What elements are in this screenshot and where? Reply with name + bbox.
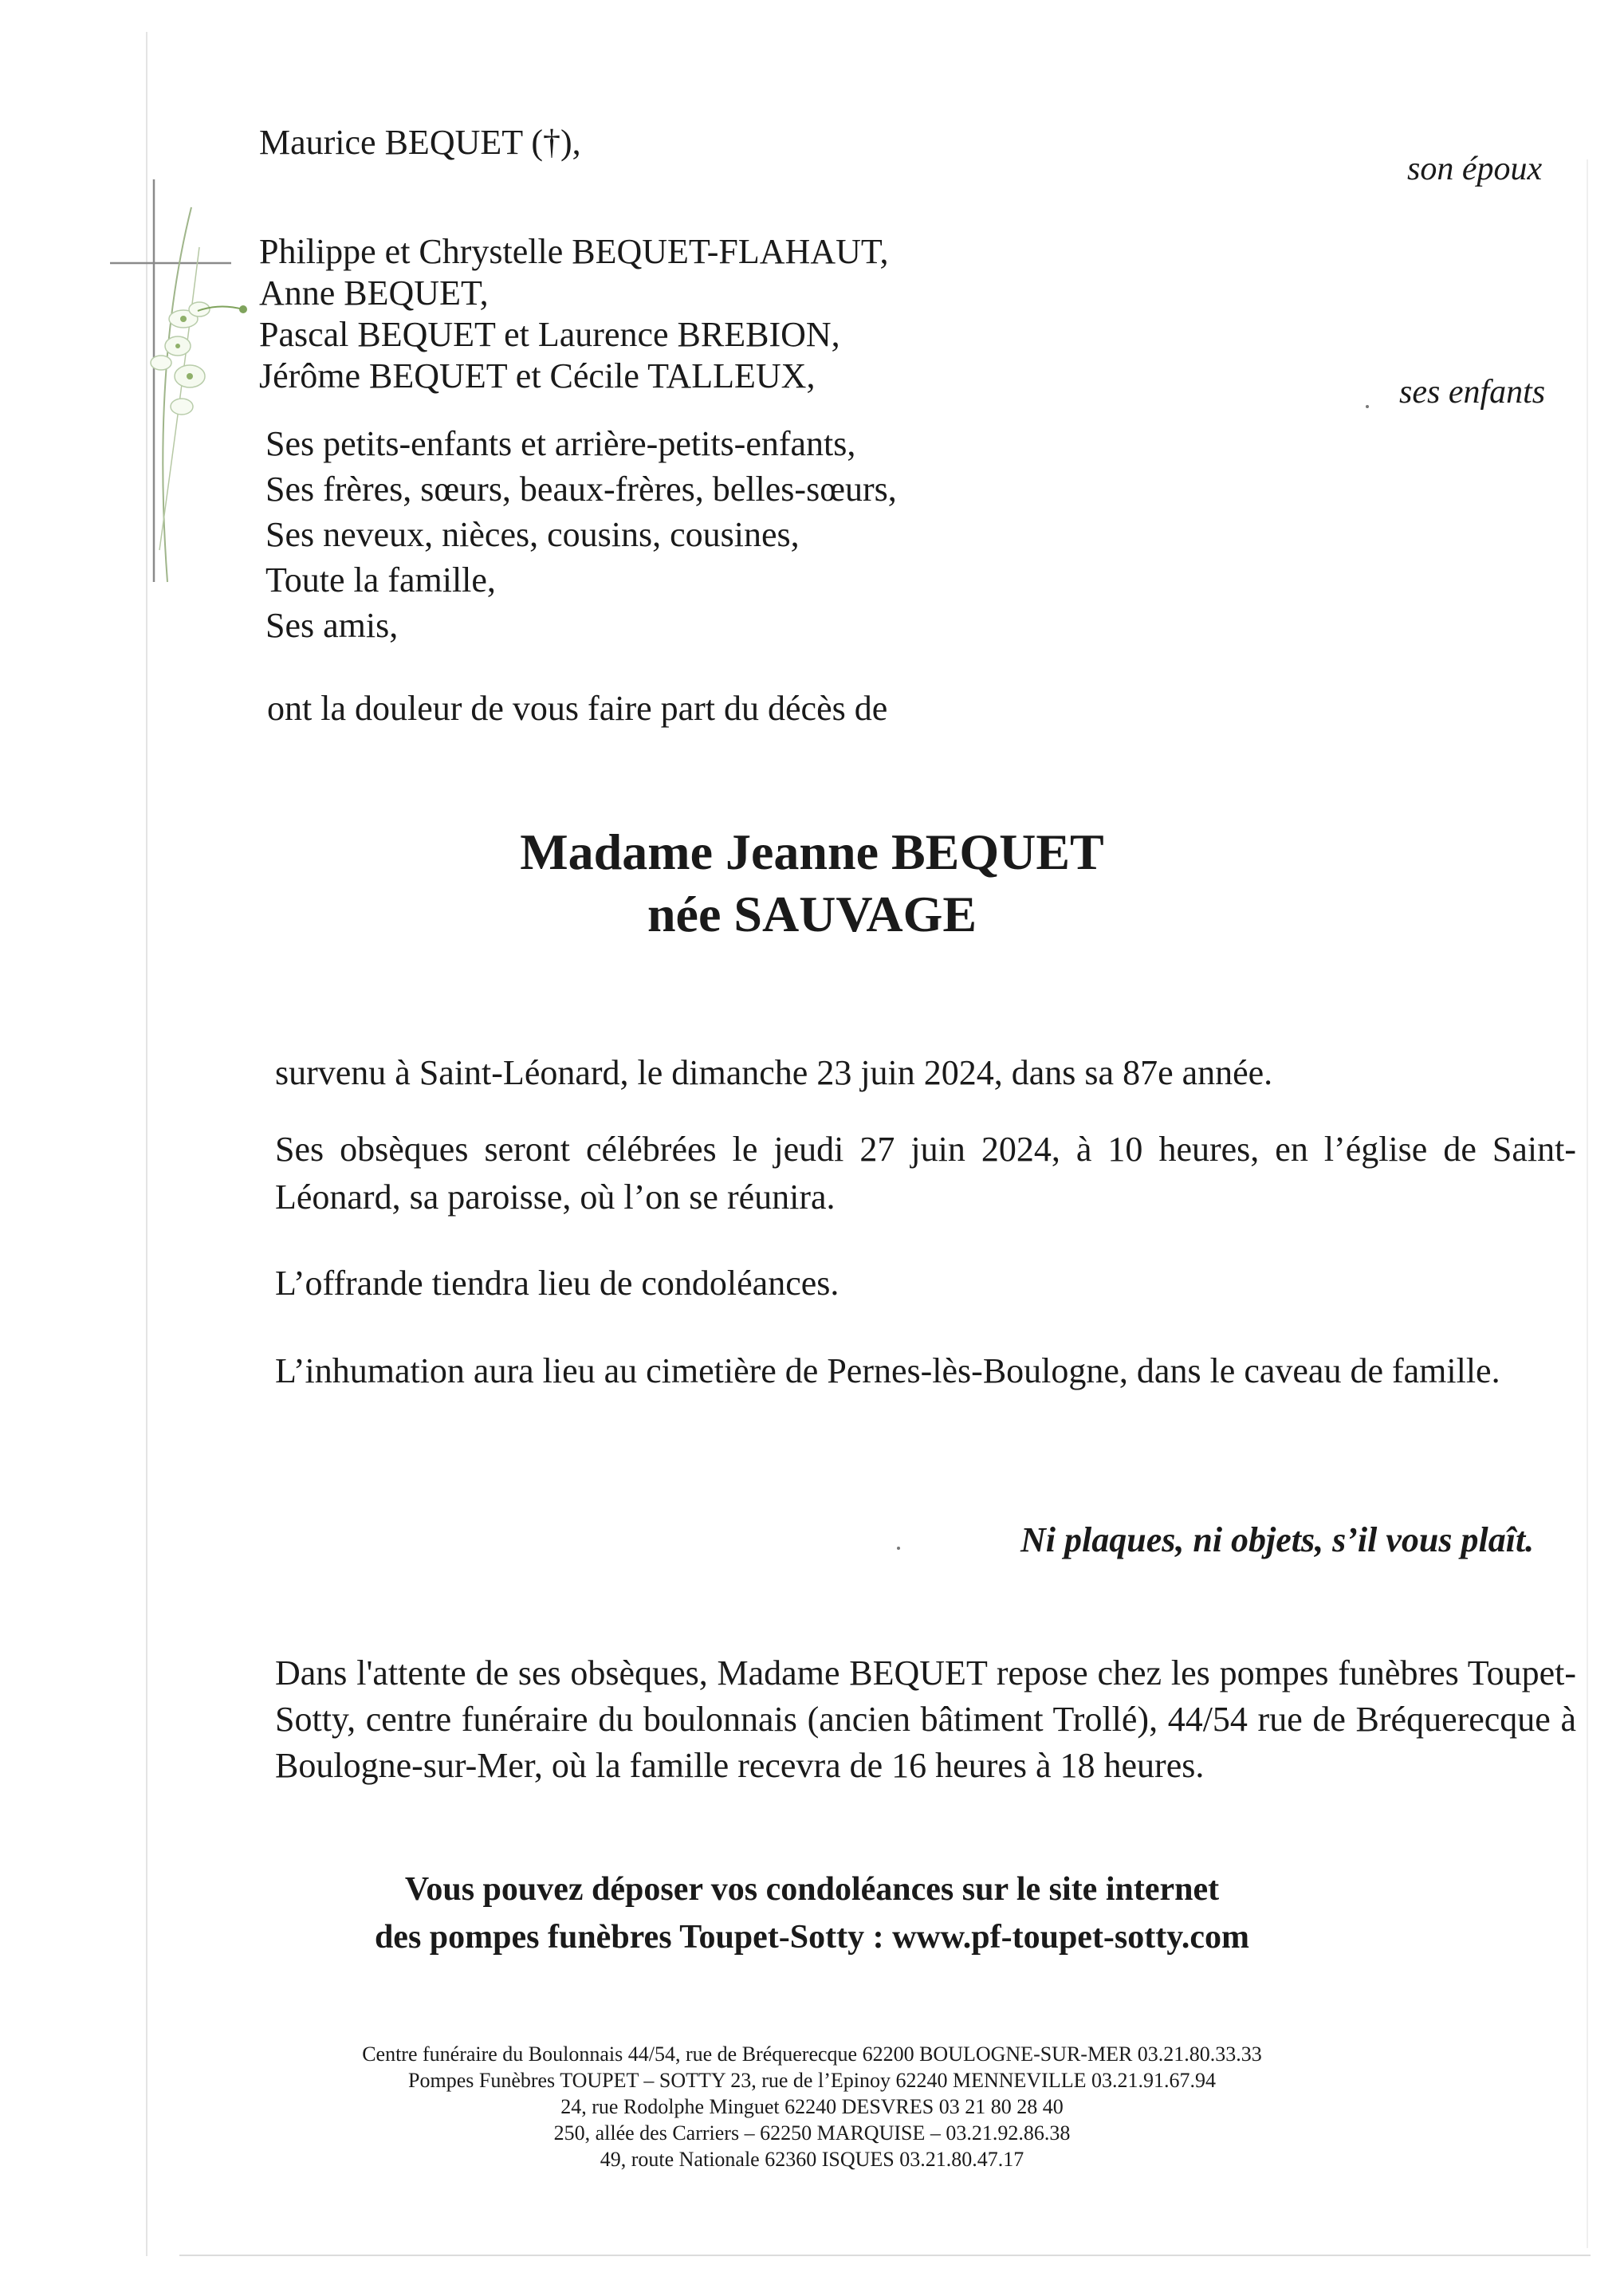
child-line: Anne BEQUET, (259, 273, 489, 313)
relatives-line: Toute la famille, (265, 560, 496, 600)
relatives-line: Ses frères, sœurs, beaux-frères, belles-sœurs, (265, 470, 897, 509)
rest-info-paragraph: Dans l'attente de ses obsèques, Madame BEQUET repose chez les pompes funèbres Toupet-Sotty, centre funéraire du boulonnais (ancien bâtiment Trollé), 44/54 rue de Bréquerecque à Boulogne-sur-Mer, où la famille recevra de 16 heures à 18 heures. (275, 1653, 1576, 1785)
website-line-1: Vous pouvez déposer vos condoléances sur le site internet (404, 1871, 1220, 1908)
children-list (259, 231, 889, 397)
child-line: Jérôme BEQUET et Cécile TALLEUX, (259, 356, 816, 395)
children-role: ses enfants (1399, 374, 1546, 411)
child-line: Pascal BEQUET et Laurence BREBION, (259, 315, 840, 354)
child-line: Philippe et Chrystelle BEQUET-FLAHAUT, (259, 232, 889, 271)
footer-line: Centre funéraire du Boulonnais 44/54, rue de Bréquerecque 62200 BOULOGNE-SUR-MER 03.21.80.33.33 (362, 2042, 1262, 2066)
husband-name: Maurice BEQUET (†), (259, 123, 581, 162)
deceased-name (0, 821, 1624, 946)
burial-paragraph: L’inhumation aura lieu au cimetière de Pernes-lès-Boulogne, dans le caveau de famille. (275, 1351, 1500, 1390)
website-notice (0, 1866, 1624, 1961)
page-edge-bottom (179, 2255, 1591, 2256)
death-info-paragraph: survenu à Saint-Léonard, le dimanche 23 juin 2024, dans sa 87e année. (275, 1053, 1273, 1092)
husband-role: son époux (1407, 151, 1543, 187)
relatives-line: Ses amis, (265, 606, 399, 645)
footer-line: 49, route Nationale 62360 ISQUES 03.21.80.47.17 (600, 2148, 1024, 2171)
relatives-list (265, 421, 897, 648)
relatives-line: Ses petits-enfants et arrière-petits-enfants, (265, 424, 856, 463)
footer-line: 250, allée des Carriers – 62250 MARQUISE – 03.21.92.86.38 (553, 2121, 1071, 2145)
funeral-paragraph: Ses obsèques seront célébrées le jeudi 27 juin 2024, à 10 heures, en l’église de Saint-Léonard, sa paroisse, où l’on se réunira. (275, 1130, 1576, 1217)
no-plaques-notice: Ni plaques, ni objets, s’il vous plaît. (1020, 1520, 1535, 1559)
scan-speck (897, 1547, 900, 1550)
website-line-2: des pompes funèbres Toupet-Sotty : www.pf-toupet-sotty.com (374, 1919, 1250, 1956)
footer-line: 24, rue Rodolphe Minguet 62240 DESVRES 03 21 80 28 40 (560, 2095, 1064, 2118)
announcement-text: ont la douleur de vous faire part du décès de (267, 689, 888, 728)
scan-speck (1366, 405, 1369, 408)
deceased-maiden-name: née SAUVAGE (647, 886, 977, 942)
cross-with-orchid-icon (104, 167, 247, 598)
footer-line: Pompes Funèbres TOUPET – SOTTY 23, rue de l’Epinoy 62240 MENNEVILLE 03.21.91.67.94 (408, 2069, 1216, 2092)
relatives-line: Ses neveux, nièces, cousins, cousines, (265, 515, 800, 554)
offering-paragraph: L’offrande tiendra lieu de condoléances. (275, 1264, 840, 1303)
deceased-full-name: Madame Jeanne BEQUET (520, 824, 1104, 880)
footer-addresses (0, 2041, 1624, 2172)
